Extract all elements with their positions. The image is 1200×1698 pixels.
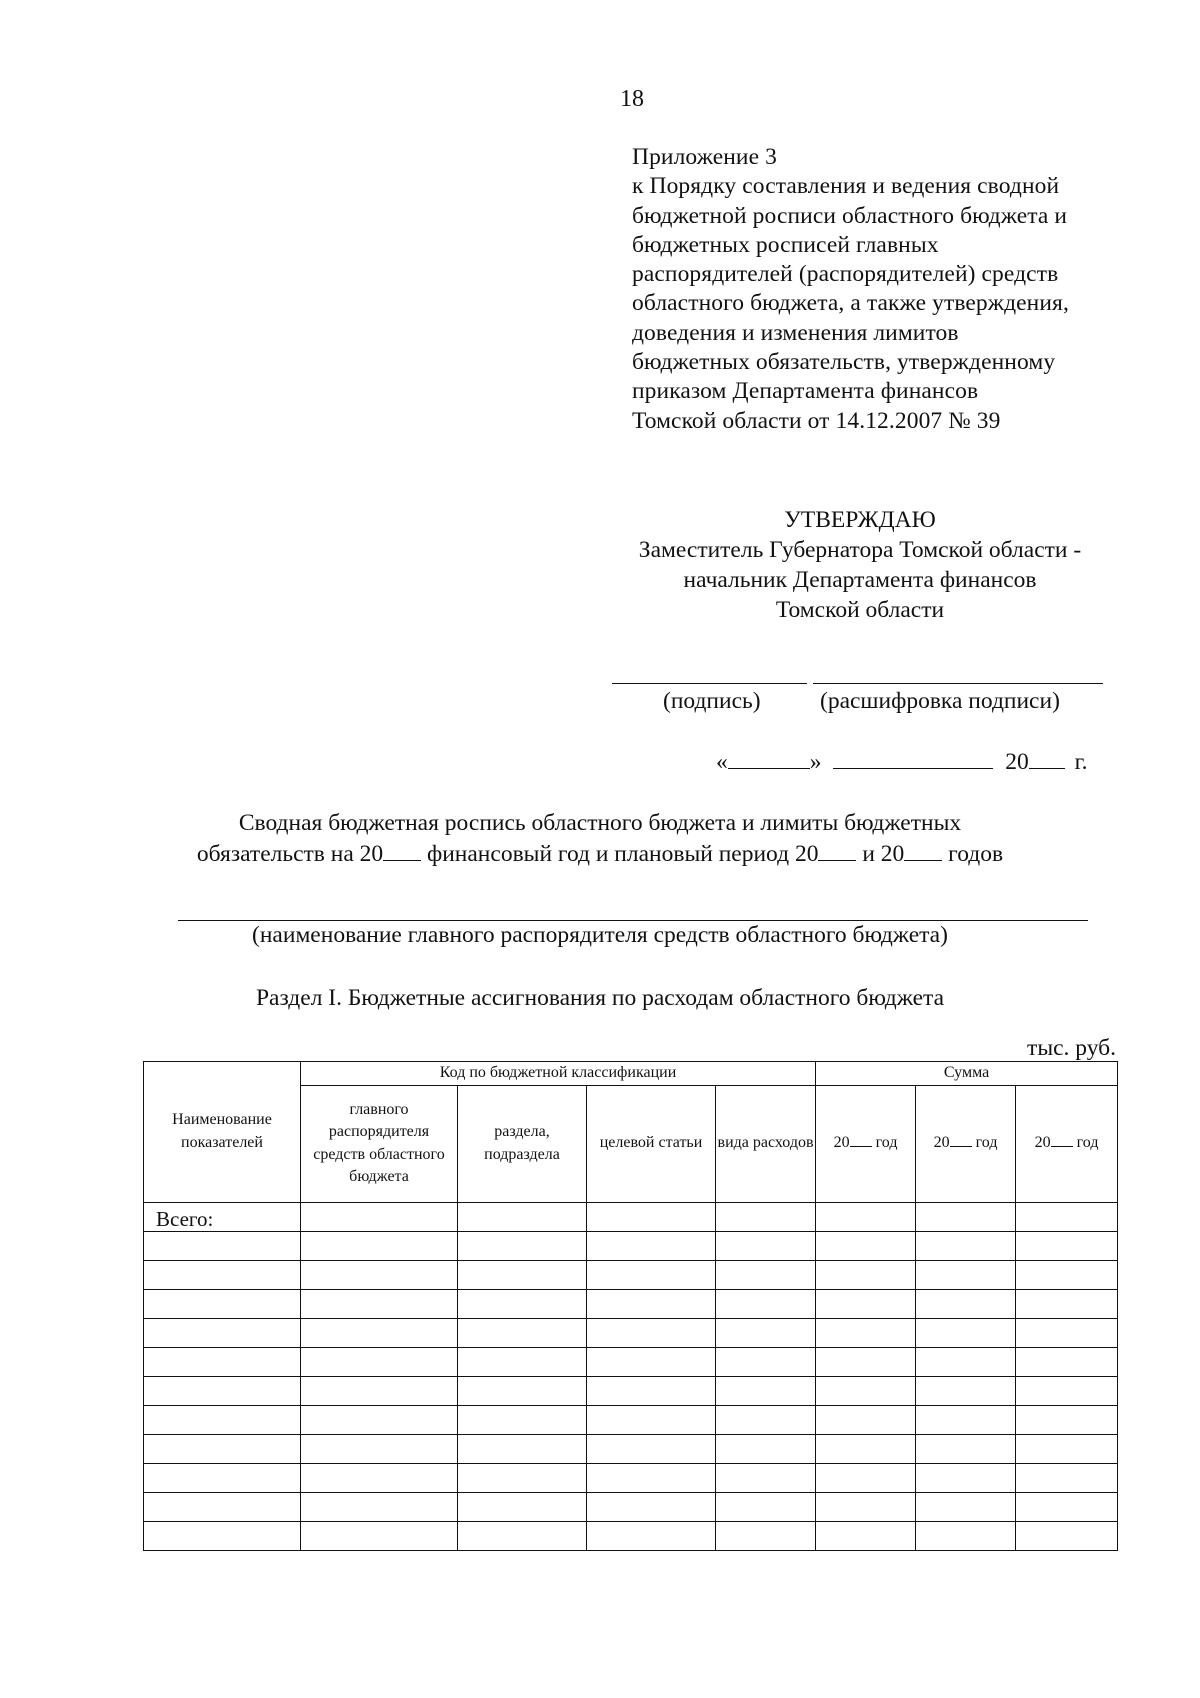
total-label: Всего:: [144, 1202, 301, 1231]
table-cell[interactable]: [301, 1347, 458, 1376]
approval-date: [716, 748, 1088, 776]
year-blank: [904, 840, 942, 861]
table-row: [144, 1260, 1118, 1289]
table-cell[interactable]: [458, 1260, 587, 1289]
header-year-2: [916, 1085, 1016, 1202]
header-sum-group: Сумма: [816, 1062, 1118, 1086]
header-expense-type: вида расходов: [716, 1085, 816, 1202]
year-prefix: 20: [833, 1134, 850, 1152]
table-cell[interactable]: [587, 1405, 716, 1434]
signature-line: [612, 683, 807, 684]
table-cell[interactable]: [458, 1347, 587, 1376]
date-open-quote: «: [716, 749, 728, 775]
table-cell[interactable]: [1016, 1434, 1118, 1463]
date-year-suffix: г.: [1074, 749, 1088, 775]
table-cell[interactable]: [916, 1202, 1016, 1231]
table-cell[interactable]: [301, 1492, 458, 1521]
table-cell[interactable]: [1016, 1521, 1118, 1550]
table-cell[interactable]: [587, 1289, 716, 1318]
title-part4: годов: [948, 841, 1004, 867]
table-row: [144, 1521, 1118, 1550]
table-cell[interactable]: [1016, 1289, 1118, 1318]
table-cell[interactable]: [716, 1434, 816, 1463]
header-main-manager: главного распорядителя средств областного бюджета: [301, 1085, 458, 1202]
table-row: [144, 1376, 1118, 1405]
table-cell[interactable]: [1016, 1405, 1118, 1434]
header-code-group: Код по бюджетной классификации: [301, 1062, 816, 1086]
header-section: раздела, подраздела: [458, 1085, 587, 1202]
table-cell[interactable]: [716, 1376, 816, 1405]
header-year-3: [1016, 1085, 1118, 1202]
table-cell[interactable]: [144, 1521, 301, 1550]
table-cell[interactable]: [1016, 1318, 1118, 1347]
table-cell[interactable]: [458, 1202, 587, 1231]
org-name-caption: (наименование главного распорядителя средств областного бюджета): [252, 922, 948, 948]
table-cell[interactable]: [816, 1202, 916, 1231]
year-prefix: 20: [933, 1134, 950, 1152]
units-label: тыс. руб.: [1027, 1035, 1116, 1061]
table-cell[interactable]: [587, 1318, 716, 1347]
appendix-line: бюджетных росписей главных: [632, 231, 939, 258]
table-cell[interactable]: [458, 1463, 587, 1492]
year-blank: [850, 1132, 872, 1147]
table-cell[interactable]: [916, 1231, 1016, 1260]
table-cell[interactable]: [916, 1376, 1016, 1405]
table-cell[interactable]: [916, 1521, 1016, 1550]
table-cell[interactable]: [301, 1463, 458, 1492]
appendix-header: [632, 143, 1172, 436]
appendix-line: бюджетной росписи областного бюджета и: [632, 202, 1068, 229]
year-suffix: год: [975, 1134, 998, 1152]
year-blank: [1051, 1132, 1073, 1147]
document-title: [140, 808, 1060, 870]
table-cell[interactable]: [816, 1260, 916, 1289]
table-cell[interactable]: [716, 1463, 816, 1492]
title-part2: финансовый год и плановый период 20: [427, 841, 819, 867]
table-cell[interactable]: [916, 1405, 1016, 1434]
year-blank: [950, 1132, 972, 1147]
appendix-line: распорядителей (распорядителей) средств: [632, 261, 1059, 288]
approval-position-line2: начальник Департамента финансов: [683, 567, 1037, 593]
title-part1: обязательств на 20: [196, 841, 384, 867]
year-blank: [383, 840, 421, 861]
table-row: [144, 1463, 1118, 1492]
header-target-article: целевой статьи: [587, 1085, 716, 1202]
appendix-line: приказом Департамента финансов: [632, 378, 979, 405]
table-row: [144, 1347, 1118, 1376]
table-cell[interactable]: [816, 1492, 916, 1521]
signature-decoding-line: [813, 683, 1103, 684]
table-cell[interactable]: [1016, 1260, 1118, 1289]
signature-decoding-caption: (расшифровка подписи): [820, 688, 1060, 714]
table-cell[interactable]: [144, 1405, 301, 1434]
table-row: [144, 1318, 1118, 1347]
table-cell[interactable]: [816, 1289, 916, 1318]
total-row: [144, 1202, 1118, 1231]
year-prefix: 20: [1034, 1134, 1051, 1152]
table-cell[interactable]: [458, 1289, 587, 1318]
table-cell[interactable]: [587, 1202, 716, 1231]
date-month-blank: [833, 748, 993, 769]
table-cell[interactable]: [458, 1434, 587, 1463]
org-name-line: [178, 920, 1088, 921]
table-cell[interactable]: [716, 1405, 816, 1434]
appendix-line: Приложение 3: [632, 144, 777, 170]
table-row: [144, 1289, 1118, 1318]
date-close-quote: »: [809, 749, 822, 775]
table-cell[interactable]: [587, 1231, 716, 1260]
table-cell[interactable]: [458, 1521, 587, 1550]
table-cell[interactable]: [916, 1347, 1016, 1376]
table-row: [144, 1231, 1118, 1260]
table-cell[interactable]: [1016, 1492, 1118, 1521]
table-cell[interactable]: [144, 1231, 301, 1260]
table-cell[interactable]: [916, 1434, 1016, 1463]
appendix-line: бюджетных обязательств, утвержденному: [632, 349, 1056, 376]
table-cell[interactable]: [1016, 1347, 1118, 1376]
table-cell[interactable]: [301, 1521, 458, 1550]
table-cell[interactable]: [144, 1289, 301, 1318]
table-cell[interactable]: [458, 1492, 587, 1521]
table-cell[interactable]: [301, 1231, 458, 1260]
table-cell[interactable]: [1016, 1231, 1118, 1260]
table-cell[interactable]: [458, 1376, 587, 1405]
title-part3: и 20: [862, 841, 905, 867]
table-cell[interactable]: [587, 1521, 716, 1550]
table-cell[interactable]: [716, 1347, 816, 1376]
table-cell[interactable]: [716, 1318, 816, 1347]
approval-position-line3: Томской области: [775, 597, 945, 623]
table-cell[interactable]: [816, 1405, 916, 1434]
approval-heading: УТВЕРЖДАЮ: [784, 507, 936, 533]
appendix-line: Томской области от 14.12.2007 № 39: [632, 407, 1001, 434]
table-cell[interactable]: [587, 1347, 716, 1376]
approval-block: [600, 505, 1120, 625]
table-cell[interactable]: [816, 1231, 916, 1260]
table-cell[interactable]: [301, 1376, 458, 1405]
header-year-1: [816, 1085, 916, 1202]
budget-table: [143, 1061, 1118, 1551]
appendix-line: областного бюджета, а также утверждения,: [632, 290, 1069, 317]
table-cell[interactable]: [716, 1202, 816, 1231]
date-year-blank: [1029, 748, 1065, 769]
table-cell[interactable]: [458, 1318, 587, 1347]
title-line1: Сводная бюджетная роспись областного бюджета и лимиты бюджетных: [238, 810, 962, 836]
page-number: 18: [620, 86, 644, 112]
table-cell[interactable]: [144, 1434, 301, 1463]
approval-position-line1: Заместитель Губернатора Томской области -: [638, 537, 1082, 563]
table-cell[interactable]: [587, 1260, 716, 1289]
signature-caption: (подпись): [663, 688, 761, 714]
table-cell[interactable]: [816, 1376, 916, 1405]
header-indicator: Наименование показателей: [144, 1062, 301, 1203]
table-cell[interactable]: [816, 1463, 916, 1492]
table-row: [144, 1434, 1118, 1463]
table-cell[interactable]: [587, 1463, 716, 1492]
date-day-blank: [728, 748, 810, 769]
table-cell[interactable]: [816, 1434, 916, 1463]
table-cell[interactable]: [458, 1405, 587, 1434]
table-cell[interactable]: [587, 1434, 716, 1463]
section-title: Раздел I. Бюджетные ассигнования по расходам областного бюджета: [255, 985, 945, 1011]
table-cell[interactable]: [716, 1492, 816, 1521]
table-cell[interactable]: [301, 1289, 458, 1318]
appendix-line: доведения и изменения лимитов: [632, 319, 959, 346]
table-cell[interactable]: [144, 1492, 301, 1521]
table-cell[interactable]: [816, 1318, 916, 1347]
table-cell[interactable]: [301, 1405, 458, 1434]
table-cell[interactable]: [587, 1492, 716, 1521]
year-blank: [818, 840, 856, 861]
table-cell[interactable]: [301, 1260, 458, 1289]
table-cell[interactable]: [716, 1231, 816, 1260]
table-row: [144, 1405, 1118, 1434]
table-cell[interactable]: [916, 1492, 1016, 1521]
date-year-prefix: 20: [1005, 749, 1029, 775]
year-suffix: год: [875, 1134, 898, 1152]
table-cell[interactable]: [916, 1463, 1016, 1492]
title-line2: [140, 839, 1060, 870]
table-cell[interactable]: [716, 1260, 816, 1289]
table-cell[interactable]: [1016, 1202, 1118, 1231]
table-cell[interactable]: [716, 1521, 816, 1550]
table-cell[interactable]: [301, 1202, 458, 1231]
table-row: [144, 1492, 1118, 1521]
table-cell[interactable]: [458, 1231, 587, 1260]
table-cell[interactable]: [716, 1289, 816, 1318]
table-cell[interactable]: [816, 1347, 916, 1376]
table-cell[interactable]: [144, 1260, 301, 1289]
table-cell[interactable]: [144, 1376, 301, 1405]
table-cell[interactable]: [916, 1260, 1016, 1289]
table-cell[interactable]: [916, 1289, 1016, 1318]
table-cell[interactable]: [301, 1318, 458, 1347]
budget-table-body: [144, 1202, 1118, 1550]
table-cell[interactable]: [1016, 1463, 1118, 1492]
table-cell[interactable]: [301, 1434, 458, 1463]
year-suffix: год: [1076, 1134, 1099, 1152]
table-cell[interactable]: [1016, 1376, 1118, 1405]
table-cell[interactable]: [144, 1318, 301, 1347]
table-cell[interactable]: [816, 1521, 916, 1550]
table-cell[interactable]: [144, 1347, 301, 1376]
table-cell[interactable]: [144, 1463, 301, 1492]
table-cell[interactable]: [916, 1318, 1016, 1347]
table-cell[interactable]: [587, 1376, 716, 1405]
appendix-line: к Порядку составления и ведения сводной: [632, 173, 1060, 200]
